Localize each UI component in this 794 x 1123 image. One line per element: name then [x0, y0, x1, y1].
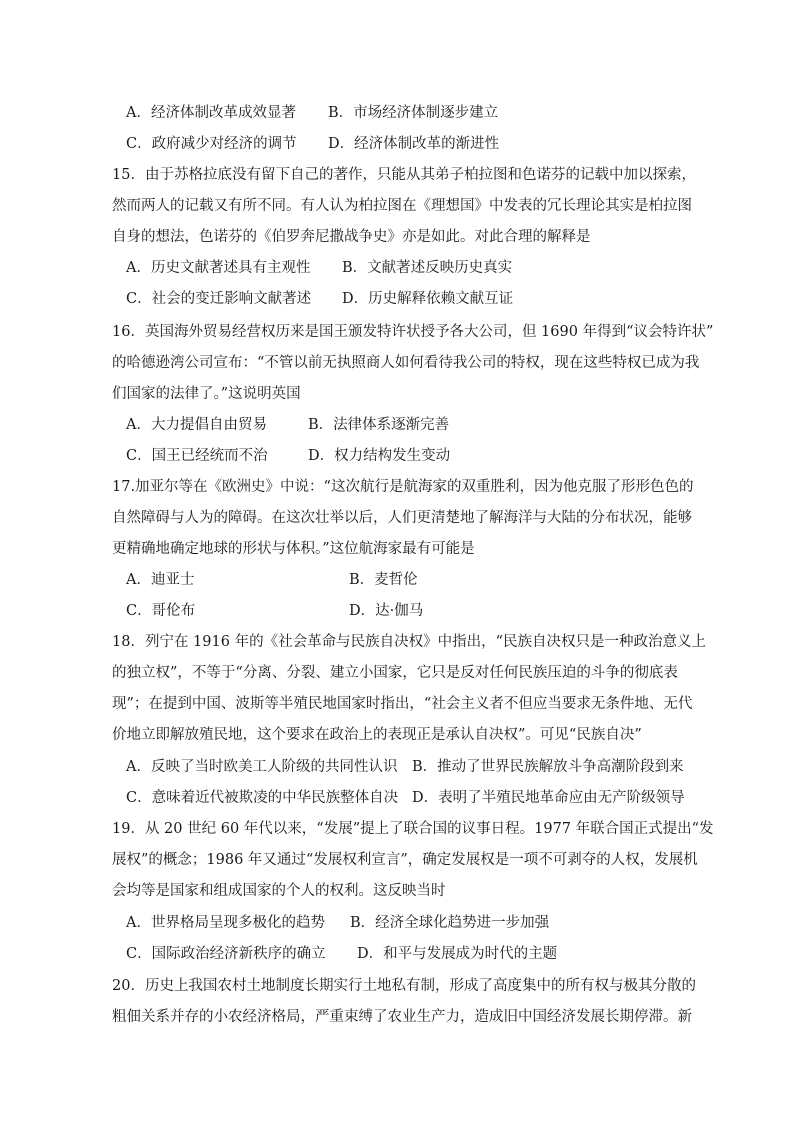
q17-option-c: C．哥伦布: [126, 603, 196, 619]
q16-stem-line: 16．英国海外贸易经营权历来是国王颁发特许状授予各大公司，但 1690 年得到“议会特许状”: [112, 324, 714, 340]
q19-stem-line: 会均等是国家和组成国家的个人的权利。这反映当时: [112, 883, 446, 899]
q19-stem-line: 展权”的概念；1986 年又通过“发展权利宣言”，确定发展权是一项不可剥夺的人权，发展机: [112, 852, 698, 868]
q19-option-c: C．国际政治经济新秩序的确立: [126, 946, 326, 962]
q15-option-d: D．历史解释依赖文献互证: [342, 291, 514, 307]
q17-stem-line: 自然障碍与人为的障碍。在这次壮举以后，人们更清楚地了解海洋与大陆的分布状况，能够: [112, 510, 692, 526]
q15-option-a: A．历史文献著述具有主观性: [126, 260, 311, 276]
q20-stem-line: 20．历史上我国农村土地制度长期实行土地私有制，形成了高度集中的所有权与极其分散的: [112, 978, 696, 994]
q15-stem-line: 15．由于苏格拉底没有留下自己的著作，只能从其弟子柏拉图和色诺芬的记载中加以探索，: [112, 167, 696, 183]
q16-stem-line: 的哈德逊湾公司宣布：“不管以前无执照商人如何看待我公司的特权，现在这些特权已成为我: [112, 355, 700, 371]
q18-stem-line: 18．列宁在 1916 年的《社会革命与民族自决权》中指出，“民族自决权只是一种政治意义上: [112, 634, 706, 650]
q18-option-b: B．推动了世界民族解放斗争高潮阶段到来: [412, 759, 684, 775]
q18-option-a: A．反映了当时欧美工人阶级的共同性认识: [126, 759, 398, 775]
q15-option-b: B．文献著述反映历史真实: [342, 260, 513, 276]
q18-stem-line: 的独立权”，不等于“分离、分裂、建立小国家，它只是反对任何民族压迫的斗争的彻底表: [112, 665, 678, 681]
q17-stem-line: 17.加亚尔等在《欧洲史》中说：“这次航行是航海家的双重胜利，因为他克服了形形色色的: [112, 479, 694, 495]
q17-option-a: A．迪亚士: [126, 572, 195, 588]
q19-option-a: A．世界格局呈现多极化的趋势: [126, 915, 325, 931]
q16-option-d: D．权力结构发生变动: [308, 448, 451, 464]
q17-option-d: D．达·伽马: [349, 603, 424, 619]
q16-stem-line: 们国家的法律了。”这说明英国: [112, 386, 301, 402]
q16-option-a: A．大力提倡自由贸易: [126, 417, 267, 433]
q15-stem-line: 然而两人的记载又有所不同。有人认为柏拉图在《理想国》中发表的冗长理论其实是柏拉图: [112, 198, 692, 214]
q15-stem-line: 自身的想法，色诺芬的《伯罗奔尼撒战争史》亦是如此。对此合理的解释是: [112, 229, 591, 245]
q18-option-d: D．表明了半殖民地革命应由无产阶级领导: [412, 790, 685, 806]
q16-option-b: B．法律体系逐渐完善: [308, 417, 450, 433]
q18-stem-line: 价地立即解放殖民地，这个要求在政治上的表现正是承认自决权”。可见“民族自决”: [112, 727, 642, 743]
q17-stem-line: 更精确地确定地球的形状与体积。”这位航海家最有可能是: [112, 541, 475, 557]
q14-option-d: D．经济体制改革的渐进性: [328, 136, 500, 152]
q17-option-b: B．麦哲伦: [349, 572, 418, 588]
q14-option-b: B．市场经济体制逐步建立: [328, 105, 499, 121]
q15-option-c: C．社会的变迁影响文献著述: [126, 291, 312, 307]
q18-option-c: C．意味着近代被欺凌的中华民族整体自决: [126, 790, 399, 806]
q20-stem-line: 粗佃关系并存的小农经济格局，严重束缚了农业生产力，造成旧中国经济发展长期停滞。新: [112, 1009, 692, 1025]
q19-option-b: B．经济全球化趋势进一步加强: [350, 915, 550, 931]
q18-stem-line: 现”；在提到中国、波斯等半殖民地国家时指出，“社会主义者不但应当要求无条件地、无代: [112, 696, 693, 712]
q19-option-d: D．和平与发展成为时代的主题: [357, 946, 558, 962]
q16-option-c: C．国王已经统而不治: [126, 448, 268, 464]
q14-option-c: C．政府减少对经济的调节: [126, 136, 297, 152]
q19-stem-line: 19．从 20 世纪 60 年代以来，“发展”提上了联合国的议事日程。1977 年联合国正式提出“发: [112, 821, 714, 837]
q14-option-a: A．经济体制改革成效显著: [126, 105, 296, 121]
